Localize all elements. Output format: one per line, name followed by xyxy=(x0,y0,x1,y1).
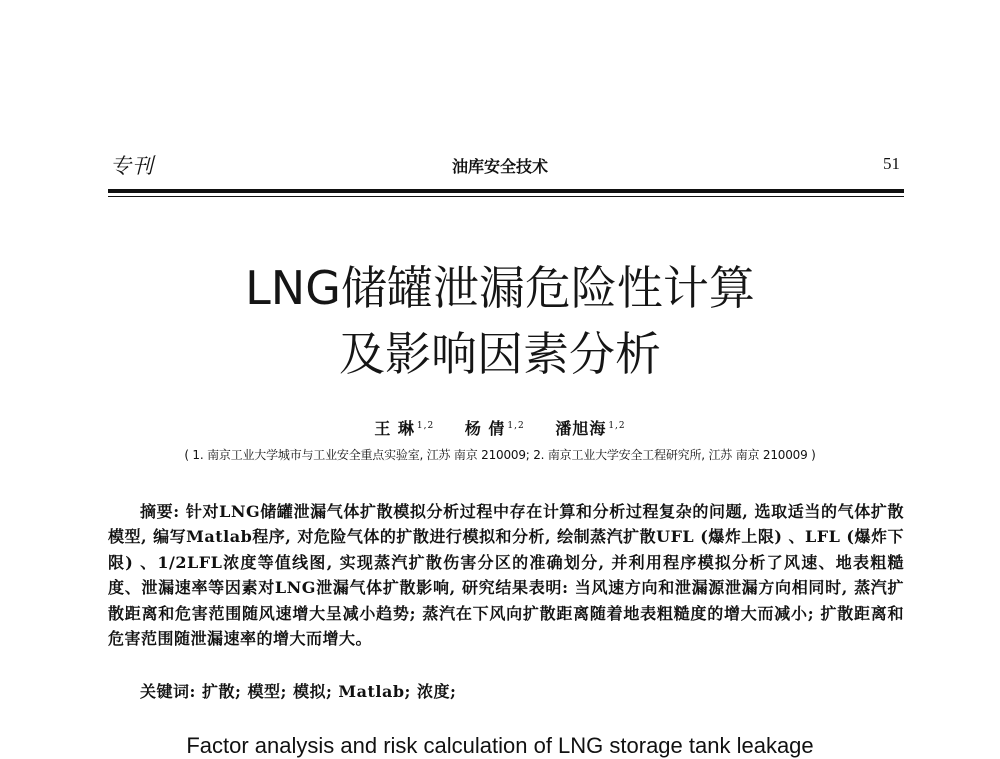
author-name: 王 琳 xyxy=(374,419,415,438)
author-affil: 1,2 xyxy=(416,420,435,431)
header-rule-thick xyxy=(108,189,904,193)
abstract xyxy=(108,499,904,651)
abstract-label: 摘要: xyxy=(140,502,180,521)
author-name: 杨 倩 xyxy=(464,419,506,438)
author-1 xyxy=(374,419,434,438)
affiliation: ( 1. 南京工业大学城市与工业安全重点实验室, 江苏 南京 210009; 2. 南京工业大学安全工程研究所, 江苏 南京 210009 ) xyxy=(184,448,816,462)
author-list xyxy=(0,416,1000,439)
author-2 xyxy=(465,419,525,438)
paper-title-line-1: LNG储罐泄漏危险性计算 xyxy=(245,261,755,315)
abstract-text: 针对LNG储罐泄漏气体扩散模拟分析过程中存在计算和分析过程复杂的问题, 选取适当的气体扩散模型, 编写Matlab程序, 对危险气体的扩散进行模拟和分析, 绘制蒸汽扩散UFL (爆炸上限) 、LFL (爆炸下限) 、1/2LFL浓度等值线图, 实现蒸汽扩散伤害分区的准确划分, 并利用程序模拟分析了风速、地表粗糙度、泄漏速率等因素对LNG泄漏气体扩散影响, 研究结果表明: 当风速方向和泄漏源泄漏方向相同时, 蒸汽扩散距离和危害范围随风速增大呈减小趋势; 蒸汽在下风向扩散距离随着地表粗糙度的增大而减小; 扩散距离和危害范围随泄漏速率的增大而增大。 xyxy=(108,502,904,649)
special-issue-label: 专刊 xyxy=(110,154,154,178)
author-affil: 1,2 xyxy=(507,420,525,431)
paper-title-line-2: 及影响因素分析 xyxy=(339,327,661,381)
keywords-label: 关键词: xyxy=(140,682,196,701)
page-number: 51 xyxy=(883,154,900,173)
author-3 xyxy=(555,419,625,438)
header-rule-thin xyxy=(108,196,904,197)
keywords-text: 扩散; 模型; 模拟; Matlab; 浓度; xyxy=(202,682,457,701)
author-affil: 1,2 xyxy=(608,420,626,431)
english-title: Factor analysis and risk calculation of LNG storage tank leakage xyxy=(186,733,814,758)
journal-name: 油库安全技术 xyxy=(451,157,548,176)
keywords xyxy=(140,679,456,702)
author-name: 潘旭海 xyxy=(555,419,607,438)
